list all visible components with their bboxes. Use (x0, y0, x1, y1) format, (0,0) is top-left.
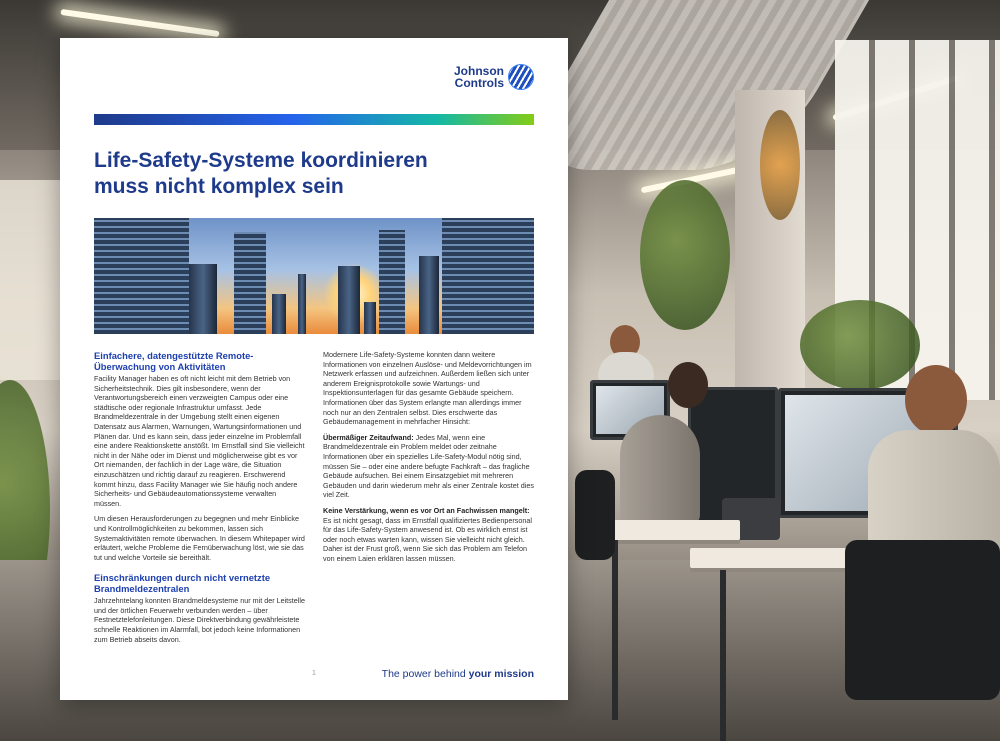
paragraph (323, 506, 534, 564)
building (298, 274, 306, 334)
tagline-prefix: The power behind (381, 668, 469, 680)
desk (600, 520, 740, 540)
desk-leg (720, 570, 726, 741)
logo-line1: Johnson (454, 64, 504, 78)
city-skyline-photo (94, 218, 534, 334)
point-text: Es ist nicht gesagt, dass im Ernstfall qualifiziertes Bedienpersonal für das Life-Safety-System anwesend ist. Ob es wirklich ernst ist oder noch etwas warten kann, wissen Sie vielleicht nicht gleich. Daher ist der Frust groß, wenn Sie sich das Problem am Telefon von einem Laien erklären lassen müssen. (323, 515, 532, 563)
document-title (94, 148, 534, 200)
point-text: Jedes Mal, wenn eine Brandmeldezentrale ein Problem meldet oder zeitnahe Informationen über ein spezielles Life-Safety-Modul nötig sind, müssen Sie – oder eine andere befugte Fachkraft – das fragliche Gebäude aufsuchen. Bei einem Einsatzgebiet mit mehreren Gebäuden und darin wiederum mehr als einer Zentrale kostet dies viel Zeit. (323, 432, 534, 500)
person (668, 362, 708, 408)
person (598, 352, 654, 382)
building (379, 230, 405, 334)
section-heading: Einfachere, datengestützte Remote-Überwachung von Aktivitäten (94, 350, 254, 372)
title-line2: muss nicht komplex sein (94, 175, 344, 198)
building (419, 256, 439, 334)
tagline-emphasis: your mission (468, 668, 534, 680)
document-page (60, 38, 568, 700)
plant (640, 180, 730, 330)
left-column (94, 350, 305, 650)
building (338, 266, 360, 334)
paragraph (323, 433, 534, 500)
paragraph: Um diesen Herausforderungen zu begegnen und mehr Einblicke und Kontrollmöglichkeiten zu bekommen, lassen sich Systemaktivitäten remote überwachen. In diesem Whitepaper wird erläutert, welche Probleme die Fernüberwachung löst, wie sie das tut und welche Vorteile sie bereithält. (94, 514, 305, 562)
body-columns (94, 350, 534, 650)
plant (800, 300, 920, 390)
office-chair (845, 540, 1000, 700)
johnson-controls-logo (454, 64, 534, 90)
title-line1: Life-Safety-Systeme koordinieren (94, 149, 428, 172)
building (234, 232, 266, 334)
page-number: 1 (312, 670, 316, 677)
office-window (0, 180, 60, 380)
footer-tagline (382, 668, 534, 680)
desk-leg (612, 540, 618, 720)
right-column (323, 350, 534, 650)
office-chair (575, 470, 615, 560)
building (94, 218, 189, 334)
section-heading: Einschränkungen durch nicht vernetzte Brandmeldezentralen (94, 572, 271, 595)
building (189, 264, 217, 334)
building (364, 302, 376, 334)
person (620, 415, 700, 525)
building (442, 218, 534, 334)
paragraph: Facility Manager haben es oft nicht leicht mit dem Betrieb von Sicherheitstechnik. Dies gilt insbesondere, wenn der Verantwortungsbereich einen verzweigten Campus oder eine städtische oder regionale Infrastruktur umfasst. Jede Brandmeldezentrale in der Umgebung stellt einen eigenen Datensatz aus Alarmen, Warnungen, Wartungsinformationen und Plänen dar. Und es kann sein, dass jeder einzelne im Problemfall eine andere Reaktionskette anstößt. Im Ernstfall sind Sie vielleicht nicht in der Nähe oder im Dienst und möglicherweise gibt es vor Ort niemanden, der fachlich in der Lage wäre, die Situation einzuschätzen und richtig darauf zu reagieren. Erschwerend kommt hinzu, dass Facility Manager wie Sie häufig noch andere Sicherheits- und Gebäudeautomationssysteme verwalten müssen. (94, 374, 305, 508)
building (272, 294, 286, 334)
paragraph: Modernere Life-Safety-Systeme konnten dann weitere Informationen von einzelnen Auslöse- und Meldevorrichtungen im Netzwerk erfassen und aufzeichnen. Außerdem ließen sich unter anderem Ereignisprotokolle sowie Wartungs- und Inspektionsunterlagen für das gesamte Gebäude speichern. Informationen über das System erlangte man allerdings immer noch nur an den Zentralen selbst. Dies erschwerte das Gebäudemanagement in mehrfacher Hinsicht: (323, 350, 532, 427)
logo-globe-icon (508, 64, 534, 90)
gradient-bar (94, 114, 534, 125)
point-label: Keine Verstärkung, wenn es vor Ort an Fachwissen mangelt: (323, 505, 530, 515)
point-label: Übermäßiger Zeitaufwand: (323, 432, 414, 442)
logo-line2: Controls (454, 76, 504, 90)
hanging-plant (760, 110, 800, 220)
person (905, 365, 967, 435)
paragraph: Jahrzehntelang konnten Brandmeldesysteme nur mit der Leitstelle und der örtlichen Feuerwehr verbunden werden – über Festnetztelefonleitungen. Diese Direktverbindung gewährleistete schnelle Reaktionen im Alarmfall, bot jedoch keine Informationen zum Betrieb abseits davon. (94, 596, 305, 644)
